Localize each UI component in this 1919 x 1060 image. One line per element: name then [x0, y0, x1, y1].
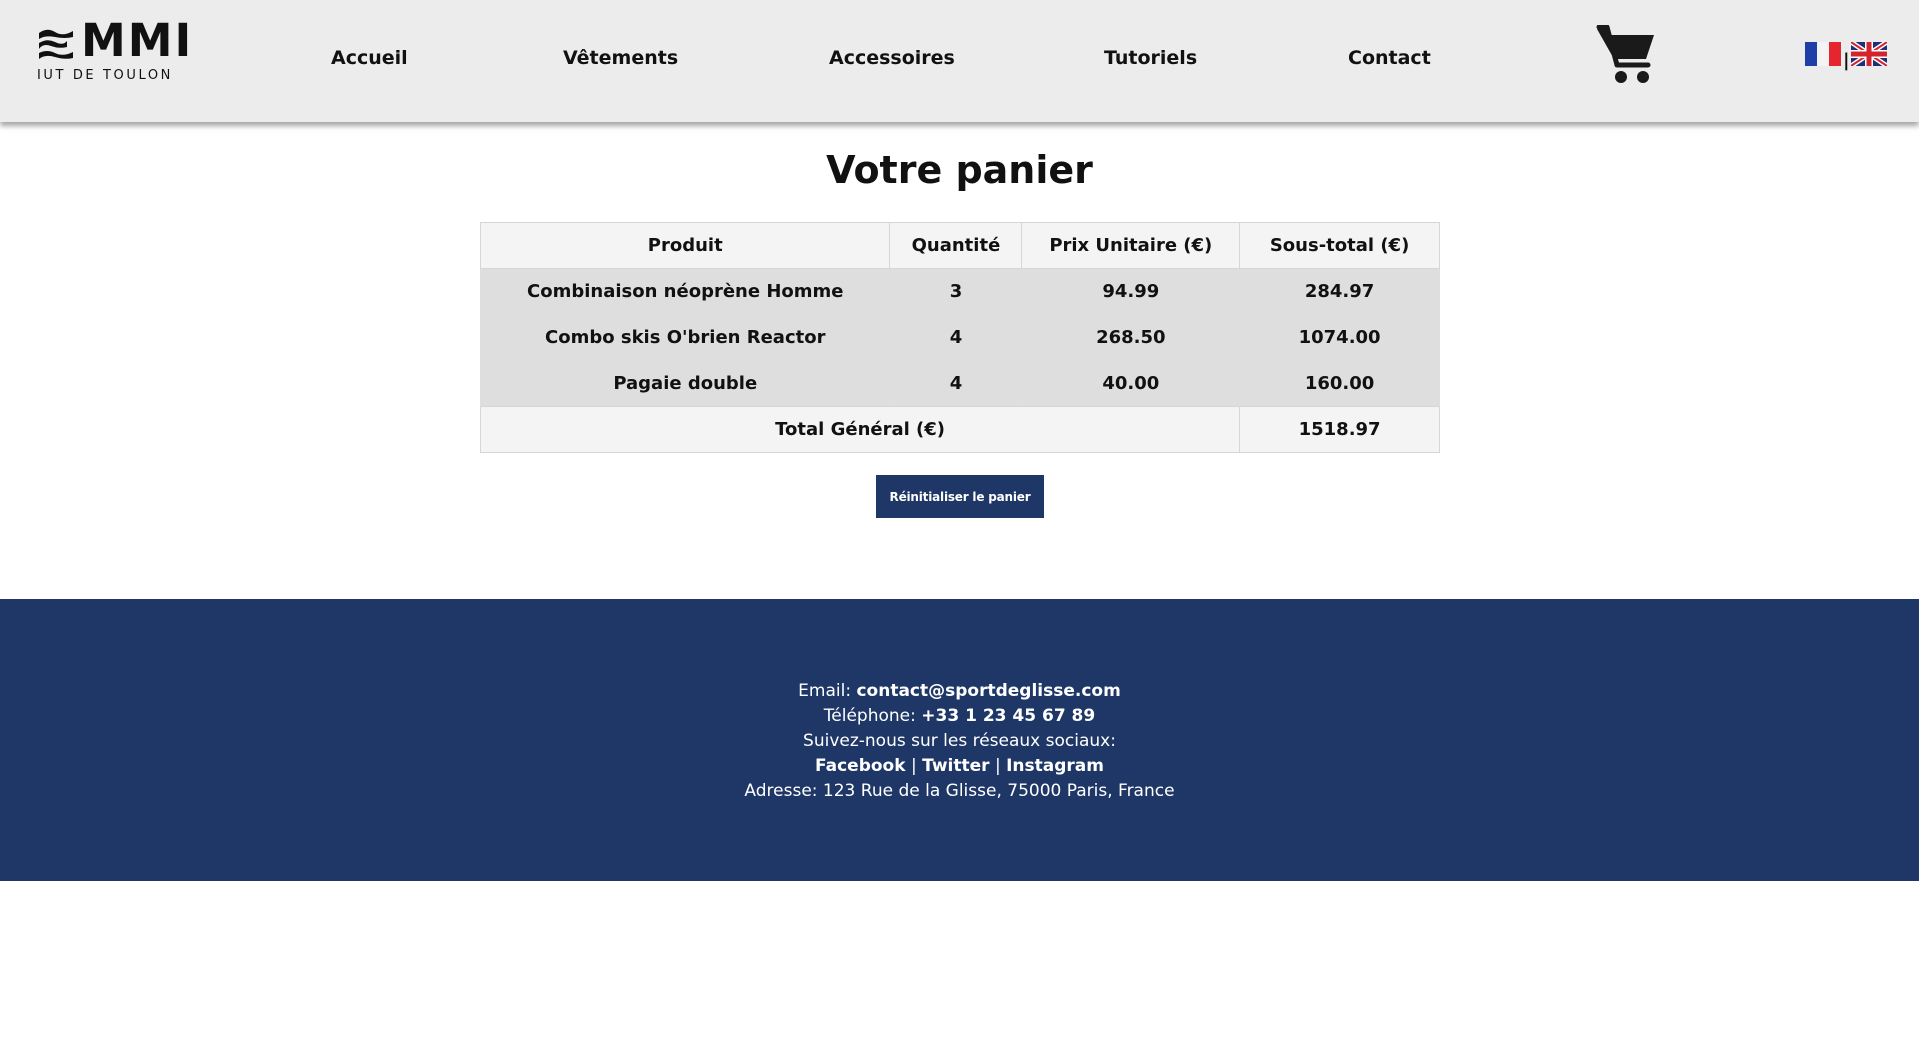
social-links — [0, 754, 1919, 779]
cell-prix-unitaire: 94.99 — [1022, 269, 1240, 315]
nav-contact[interactable]: Contact — [1348, 47, 1431, 69]
cart-icon[interactable] — [1596, 25, 1656, 85]
social-separator: | — [910, 756, 917, 776]
nav-vetements[interactable]: Vêtements — [563, 47, 679, 69]
table-row — [481, 269, 1440, 315]
header-produit: Produit — [481, 223, 890, 269]
twitter-link[interactable]: Twitter — [922, 756, 990, 776]
email-link[interactable]: contact@sportdeglisse.com — [856, 681, 1121, 701]
header-quantite: Quantité — [890, 223, 1022, 269]
fr-flag-icon[interactable] — [1805, 42, 1841, 66]
header-prix-unitaire: Prix Unitaire (€) — [1022, 223, 1240, 269]
total-row — [481, 407, 1440, 453]
instagram-link[interactable]: Instagram — [1006, 756, 1104, 776]
cell-produit: Pagaie double — [481, 361, 890, 407]
cart-table — [480, 222, 1440, 453]
cell-sous-total: 284.97 — [1240, 269, 1440, 315]
cell-prix-unitaire: 268.50 — [1022, 315, 1240, 361]
uk-flag-icon[interactable] — [1851, 42, 1887, 66]
site-header — [0, 0, 1919, 122]
header-sous-total: Sous-total (€) — [1240, 223, 1440, 269]
cell-sous-total: 1074.00 — [1240, 315, 1440, 361]
footer-phone-line — [0, 704, 1919, 729]
email-label: Email: — [798, 681, 852, 701]
cell-produit: Combinaison néoprène Homme — [481, 269, 890, 315]
cell-quantite: 3 — [890, 269, 1022, 315]
phone-label: Téléphone: — [823, 706, 916, 726]
footer-email-line — [0, 679, 1919, 704]
total-value: 1518.97 — [1240, 407, 1440, 453]
page-title: Votre panier — [826, 148, 1093, 192]
footer-address: Adresse: 123 Rue de la Glisse, 75000 Paris, France — [744, 781, 1175, 801]
facebook-link[interactable]: Facebook — [815, 756, 906, 776]
total-label: Total Général (€) — [481, 407, 1240, 453]
cell-sous-total: 160.00 — [1240, 361, 1440, 407]
language-separator: | — [1843, 50, 1850, 71]
logo-wave-icon — [37, 27, 75, 63]
table-header-row — [481, 223, 1440, 269]
reset-cart-button[interactable]: Réinitialiser le panier — [876, 475, 1044, 518]
phone-link[interactable]: +33 1 23 45 67 89 — [921, 706, 1096, 726]
nav-tutoriels[interactable]: Tutoriels — [1104, 47, 1198, 69]
cell-quantite: 4 — [890, 361, 1022, 407]
mmi-logo[interactable] — [37, 14, 194, 86]
logo-subtitle: IUT DE TOULON — [37, 68, 174, 83]
table-row — [481, 315, 1440, 361]
site-footer — [0, 599, 1919, 881]
logo-wordmark: MMI — [81, 14, 194, 67]
nav-accueil[interactable]: Accueil — [331, 47, 408, 69]
cell-quantite: 4 — [890, 315, 1022, 361]
social-separator: | — [994, 756, 1001, 776]
cell-prix-unitaire: 40.00 — [1022, 361, 1240, 407]
cell-produit: Combo skis O'brien Reactor — [481, 315, 890, 361]
nav-accessoires[interactable]: Accessoires — [829, 47, 955, 69]
table-row — [481, 361, 1440, 407]
social-label: Suivez-nous sur les réseaux sociaux: — [803, 731, 1116, 751]
